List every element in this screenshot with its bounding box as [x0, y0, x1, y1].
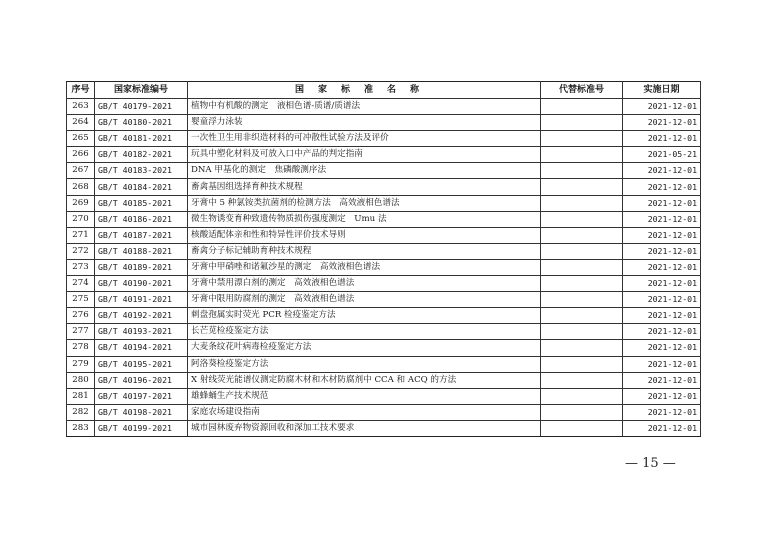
row-effective-date: 2021-12-01 — [623, 227, 701, 243]
row-effective-date: 2021-12-01 — [623, 420, 701, 436]
row-replaced-standard — [541, 356, 623, 372]
row-effective-date: 2021-12-01 — [623, 179, 701, 195]
row-effective-date: 2021-12-01 — [623, 115, 701, 131]
row-index: 279 — [67, 356, 95, 372]
row-standard-name: 婴童浮力泳装 — [188, 115, 541, 131]
table-row — [67, 147, 701, 163]
row-standard-code: GB/T 40195-2021 — [95, 356, 188, 372]
row-standard-code: GB/T 40187-2021 — [95, 227, 188, 243]
page-number: — 15 — — [625, 456, 676, 471]
row-index: 265 — [67, 131, 95, 147]
row-index: 267 — [67, 163, 95, 179]
row-standard-code: GB/T 40184-2021 — [95, 179, 188, 195]
row-replaced-standard — [541, 99, 623, 115]
row-standard-code: GB/T 40186-2021 — [95, 211, 188, 227]
row-replaced-standard — [541, 324, 623, 340]
table-row — [67, 115, 701, 131]
row-index: 275 — [67, 292, 95, 308]
row-standard-code: GB/T 40189-2021 — [95, 259, 188, 275]
row-standard-name: 牙膏中 5 种氯铵类抗菌剂的检测方法 高效液相色谱法 — [188, 195, 541, 211]
row-standard-code: GB/T 40188-2021 — [95, 243, 188, 259]
table-row — [67, 308, 701, 324]
table-row — [67, 227, 701, 243]
row-standard-name: 雄蜂蛹生产技术规范 — [188, 388, 541, 404]
row-standard-name: 刺盘孢属实时荧光 PCR 检疫鉴定方法 — [188, 308, 541, 324]
row-standard-name: 长芒苋检疫鉴定方法 — [188, 324, 541, 340]
row-effective-date: 2021-12-01 — [623, 163, 701, 179]
row-index: 272 — [67, 243, 95, 259]
row-index: 263 — [67, 99, 95, 115]
row-standard-code: GB/T 40190-2021 — [95, 276, 188, 292]
table-row — [67, 276, 701, 292]
row-index: 277 — [67, 324, 95, 340]
row-index: 269 — [67, 195, 95, 211]
row-effective-date: 2021-05-21 — [623, 147, 701, 163]
header-code: 国家标准编号 — [95, 82, 188, 99]
row-index: 278 — [67, 340, 95, 356]
row-standard-code: GB/T 40180-2021 — [95, 115, 188, 131]
table-header-row — [67, 82, 701, 99]
row-replaced-standard — [541, 372, 623, 388]
row-effective-date: 2021-12-01 — [623, 340, 701, 356]
row-replaced-standard — [541, 292, 623, 308]
row-standard-name: 植物中有机酸的测定 液相色谱-质谱/质谱法 — [188, 99, 541, 115]
row-replaced-standard — [541, 227, 623, 243]
row-index: 268 — [67, 179, 95, 195]
row-standard-code: GB/T 40183-2021 — [95, 163, 188, 179]
row-standard-name: 牙膏中限用防腐剂的测定 高效液相色谱法 — [188, 292, 541, 308]
row-standard-name: 畜禽基因组选择育种技术规程 — [188, 179, 541, 195]
row-replaced-standard — [541, 308, 623, 324]
row-standard-name: DNA 甲基化的测定 焦磷酸测序法 — [188, 163, 541, 179]
row-index: 281 — [67, 388, 95, 404]
table-row — [67, 340, 701, 356]
row-index: 270 — [67, 211, 95, 227]
row-standard-code: GB/T 40197-2021 — [95, 388, 188, 404]
table-row — [67, 372, 701, 388]
table-row — [67, 179, 701, 195]
table-row — [67, 420, 701, 436]
header-replaced: 代替标准号 — [541, 82, 623, 99]
row-effective-date: 2021-12-01 — [623, 324, 701, 340]
row-standard-code: GB/T 40191-2021 — [95, 292, 188, 308]
table-row — [67, 356, 701, 372]
row-standard-name: 牙膏中禁用漂白剂的测定 高效液相色谱法 — [188, 276, 541, 292]
row-standard-name: 玩具中塑化材料及可放入口中产品的判定指南 — [188, 147, 541, 163]
row-replaced-standard — [541, 340, 623, 356]
row-standard-name: 畜禽分子标记辅助育种技术规程 — [188, 243, 541, 259]
row-standard-name: 微生物诱变育种致遗传物质损伤强度测定 Umu 法 — [188, 211, 541, 227]
table-row — [67, 195, 701, 211]
table-row — [67, 211, 701, 227]
row-effective-date: 2021-12-01 — [623, 308, 701, 324]
row-replaced-standard — [541, 259, 623, 275]
row-index: 266 — [67, 147, 95, 163]
header-date: 实施日期 — [623, 82, 701, 99]
row-effective-date: 2021-12-01 — [623, 356, 701, 372]
row-replaced-standard — [541, 243, 623, 259]
header-name: 国家标准名称 — [188, 82, 541, 99]
row-standard-code: GB/T 40198-2021 — [95, 404, 188, 420]
row-standard-name: X 射线荧光能谱仪测定防腐木材和木材防腐剂中 CCA 和 ACQ 的方法 — [188, 372, 541, 388]
row-standard-code: GB/T 40181-2021 — [95, 131, 188, 147]
row-standard-name: 家庭农场建设指南 — [188, 404, 541, 420]
row-effective-date: 2021-12-01 — [623, 243, 701, 259]
table-row — [67, 388, 701, 404]
row-effective-date: 2021-12-01 — [623, 276, 701, 292]
row-replaced-standard — [541, 276, 623, 292]
standards-table — [66, 81, 701, 437]
row-effective-date: 2021-12-01 — [623, 211, 701, 227]
row-index: 276 — [67, 308, 95, 324]
row-replaced-standard — [541, 388, 623, 404]
row-replaced-standard — [541, 179, 623, 195]
row-standard-name: 阿洛葵检疫鉴定方法 — [188, 356, 541, 372]
row-replaced-standard — [541, 195, 623, 211]
row-effective-date: 2021-12-01 — [623, 404, 701, 420]
row-standard-code: GB/T 40199-2021 — [95, 420, 188, 436]
row-effective-date: 2021-12-01 — [623, 292, 701, 308]
row-replaced-standard — [541, 115, 623, 131]
row-index: 271 — [67, 227, 95, 243]
row-index: 273 — [67, 259, 95, 275]
row-standard-name: 城市园林废弃物资源回收和深加工技术要求 — [188, 420, 541, 436]
row-replaced-standard — [541, 404, 623, 420]
table-row — [67, 131, 701, 147]
row-index: 264 — [67, 115, 95, 131]
row-replaced-standard — [541, 211, 623, 227]
row-effective-date: 2021-12-01 — [623, 195, 701, 211]
row-standard-name: 大麦条纹花叶病毒检疫鉴定方法 — [188, 340, 541, 356]
table-row — [67, 163, 701, 179]
table-body — [67, 99, 701, 437]
row-effective-date: 2021-12-01 — [623, 99, 701, 115]
row-effective-date: 2021-12-01 — [623, 388, 701, 404]
row-standard-code: GB/T 40194-2021 — [95, 340, 188, 356]
row-replaced-standard — [541, 163, 623, 179]
row-standard-code: GB/T 40185-2021 — [95, 195, 188, 211]
row-effective-date: 2021-12-01 — [623, 259, 701, 275]
row-standard-code: GB/T 40196-2021 — [95, 372, 188, 388]
row-index: 283 — [67, 420, 95, 436]
row-replaced-standard — [541, 131, 623, 147]
table-row — [67, 99, 701, 115]
table-row — [67, 292, 701, 308]
row-standard-code: GB/T 40193-2021 — [95, 324, 188, 340]
row-effective-date: 2021-12-01 — [623, 131, 701, 147]
row-standard-code: GB/T 40179-2021 — [95, 99, 188, 115]
table-row — [67, 259, 701, 275]
standards-table-container — [66, 81, 700, 437]
row-standard-code: GB/T 40192-2021 — [95, 308, 188, 324]
row-index: 280 — [67, 372, 95, 388]
header-index: 序号 — [67, 82, 95, 99]
table-row — [67, 404, 701, 420]
row-replaced-standard — [541, 147, 623, 163]
table-row — [67, 243, 701, 259]
row-replaced-standard — [541, 420, 623, 436]
row-standard-name: 一次性卫生用非织造材料的可冲散性试验方法及评价 — [188, 131, 541, 147]
row-standard-code: GB/T 40182-2021 — [95, 147, 188, 163]
row-standard-name: 牙膏中甲硝唑和诺氟沙星的测定 高效液相色谱法 — [188, 259, 541, 275]
table-row — [67, 324, 701, 340]
row-standard-name: 核酸适配体亲和性和特异性评价技术导则 — [188, 227, 541, 243]
row-effective-date: 2021-12-01 — [623, 372, 701, 388]
row-index: 274 — [67, 276, 95, 292]
row-index: 282 — [67, 404, 95, 420]
